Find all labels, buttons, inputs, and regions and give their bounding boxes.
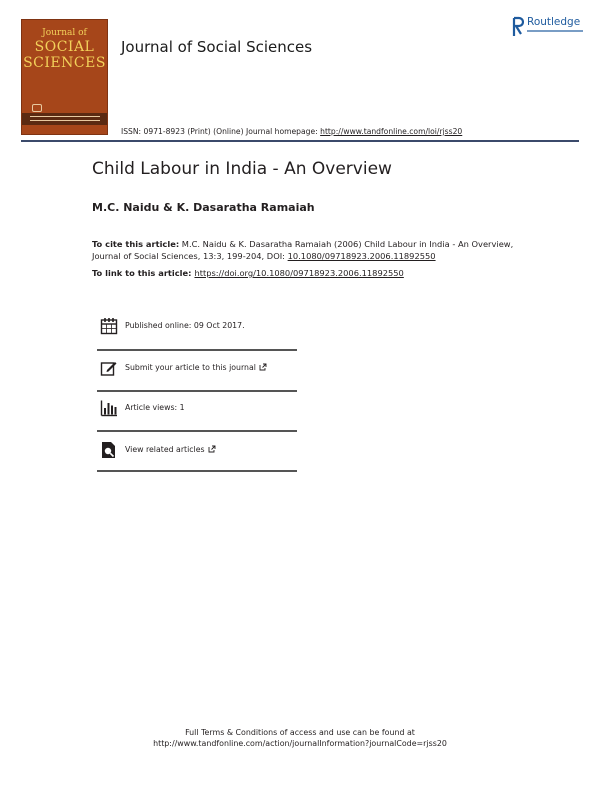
cover-line-2: SOCIAL — [34, 39, 95, 55]
info-divider — [97, 349, 297, 351]
issn-line — [121, 127, 462, 136]
cover-line-1: Journal of — [42, 28, 87, 38]
article-title: Child Labour in India - An Overview — [92, 159, 392, 179]
related-articles-text: View related articles — [125, 445, 205, 454]
journal-homepage-link[interactable]: http://www.tandfonline.com/loi/rjss20 — [320, 127, 463, 136]
routledge-icon — [512, 16, 524, 38]
citation-label: To cite this article: — [92, 239, 180, 249]
info-divider — [97, 390, 297, 392]
published-online-item — [97, 312, 297, 350]
edit-icon — [100, 359, 118, 377]
bar-chart-icon — [100, 399, 118, 417]
cover-band-text — [30, 116, 100, 121]
footer-terms-link[interactable]: http://www.tandfonline.com/action/journalInformation?journalCode=rjss20 — [153, 739, 447, 748]
article-views-item — [97, 394, 297, 432]
journal-cover-image — [21, 19, 108, 135]
article-views-text: Article views: 1 — [125, 403, 185, 412]
external-link-icon — [259, 363, 267, 371]
publisher-tagline — [527, 30, 583, 32]
submit-article-link[interactable] — [125, 363, 267, 372]
link-block — [92, 268, 404, 278]
related-articles-link[interactable] — [125, 445, 216, 454]
search-document-icon — [100, 441, 118, 459]
submit-article-text: Submit your article to this journal — [125, 363, 256, 372]
citation-block — [92, 238, 532, 262]
calendar-icon — [100, 317, 118, 335]
external-link-icon — [208, 445, 216, 453]
cover-line-3: SCIENCES — [23, 55, 106, 71]
issn-text: ISSN: 0971-8923 (Print) (Online) Journal homepage: — [121, 127, 321, 136]
article-authors[interactable]: M.C. Naidu & K. Dasaratha Ramaiah — [92, 201, 315, 214]
link-label: To link to this article: — [92, 268, 192, 278]
info-divider — [97, 430, 297, 432]
publisher-name: Routledge — [527, 16, 581, 28]
doi-link[interactable]: 10.1080/09718923.2006.11892550 — [287, 251, 436, 261]
footer — [0, 727, 600, 749]
cover-logo-mark — [32, 104, 42, 112]
header-rule — [21, 140, 579, 142]
journal-title[interactable]: Journal of Social Sciences — [121, 38, 313, 56]
citation-text: M.C. Naidu & K. Dasaratha Ramaiah (2006) Child Labour in India - An Overview, Journal of Social Sciences, 13:3, 199-204, DOI: — [92, 239, 514, 261]
article-url-link[interactable]: https://doi.org/10.1080/09718923.2006.11892550 — [194, 268, 404, 278]
footer-terms-text: Full Terms & Conditions of access and use can be found at — [185, 728, 415, 737]
submit-article-item[interactable] — [97, 354, 297, 392]
related-articles-item[interactable] — [97, 436, 297, 474]
published-online-text: Published online: 09 Oct 2017. — [125, 321, 245, 330]
info-divider — [97, 470, 297, 472]
